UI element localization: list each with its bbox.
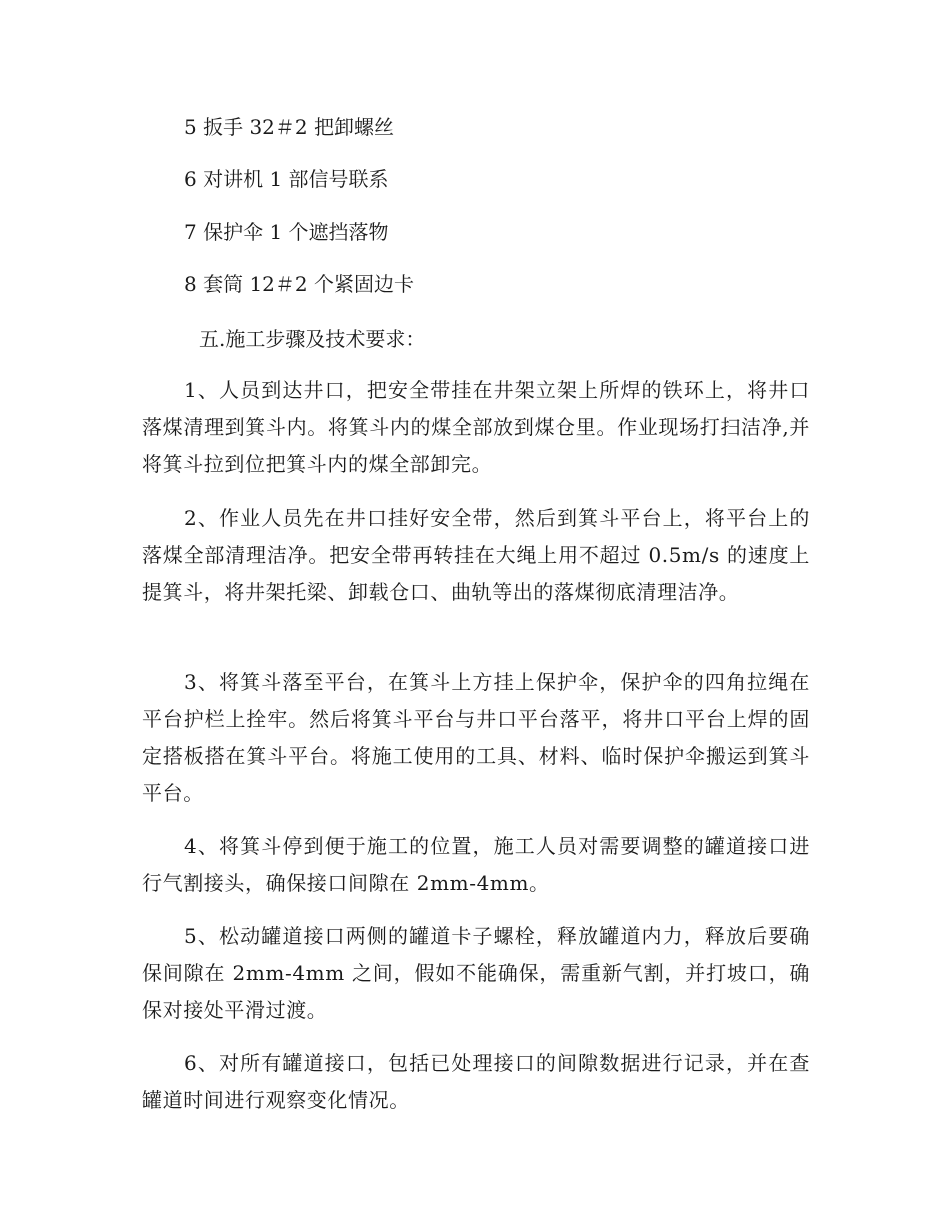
- section-heading: 五.施工步骤及技术要求：: [199, 327, 426, 351]
- tool-item-walkie-talkie: 6 对讲机 1 部信号联系: [184, 167, 389, 191]
- step-paragraph-1: 1、人员到达井口，把安全带挂在井架立架上所焊的铁环上，将井口落煤清理到箕斗内。将箕斗内的煤全部放到煤仓里。作业现场打扫洁净,并将箕斗拉到位把箕斗内的煤全部卸完。: [142, 378, 810, 476]
- tool-item-wrench: 5 扳手 32＃2 把卸螺丝: [184, 115, 394, 139]
- step-paragraph-2: 2、作业人员先在井口挂好安全带，然后到箕斗平台上，将平台上的落煤全部清理洁净。把安全带再转挂在大绳上用不超过 0.5m/s 的速度上提箕斗，将井架托梁、卸载仓口、曲轨等出的落煤彻底清理洁净。: [142, 506, 810, 604]
- step-paragraph-6: 6、对所有罐道接口，包括已处理接口的间隙数据进行记录，并在查罐道时间进行观察变化情况。: [142, 1051, 810, 1112]
- tool-item-socket: 8 套筒 12＃2 个紧固边卡: [184, 272, 414, 296]
- tool-item-umbrella: 7 保护伞 1 个遮挡落物: [184, 220, 389, 244]
- step-paragraph-4: 4、将箕斗停到便于施工的位置，施工人员对需要调整的罐道接口进行气割接头，确保接口间隙在 2mm-4mm。: [142, 834, 810, 895]
- step-paragraph-5: 5、松动罐道接口两侧的罐道卡子螺栓，释放罐道内力，释放后要确保间隙在 2mm-4mm 之间，假如不能确保，需重新气割，并打坡口，确保对接处平滑过渡。: [142, 924, 810, 1022]
- step-paragraph-3: 3、将箕斗落至平台，在箕斗上方挂上保护伞，保护伞的四角拉绳在平台护栏上拴牢。然后将箕斗平台与井口平台落平，将井口平台上焊的固定搭板搭在箕斗平台。将施工使用的工具、材料、临时保护伞搬运到箕斗平台。: [142, 670, 810, 805]
